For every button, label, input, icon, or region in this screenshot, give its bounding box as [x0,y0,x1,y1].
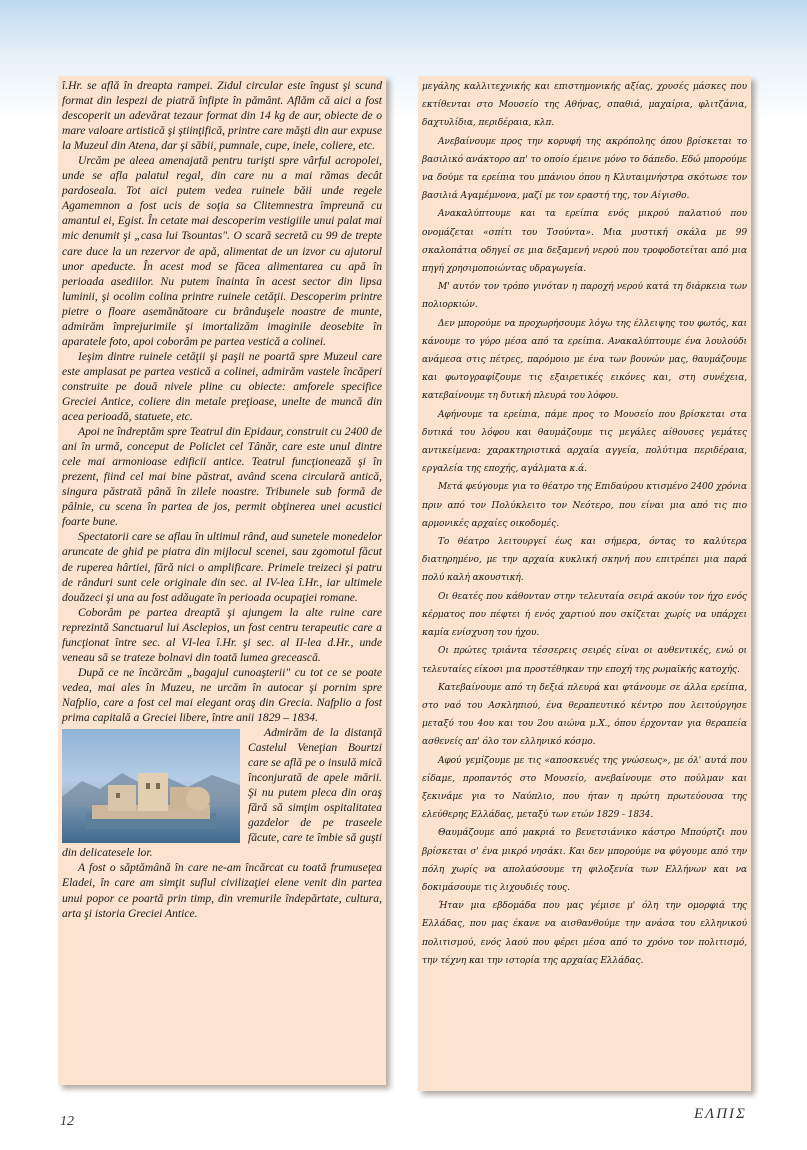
paragraph: A fost o săptămână în care ne-am încărcat cu toată frumuseţea Eladei, în care am simţit suflul civilizaţiei elene venit din partea unui popor ce poartă prin timp, din vremurile îndepărtate, cultura, arta şi istoria Greciei Antice. [62,861,382,920]
paragraph: Το θέατρο λειτουργεί έως και σήμερα, όντας το καλύτερα διατηρημένο, με την αρχαία κυκλική σκηνή που επιτρέπει μια παρά πολύ καλή ακουστική. [422,537,747,584]
paragraph: Apoi ne îndreptăm spre Teatrul din Epidaur, construit cu 2400 de ani în urmă, conceput de Policlet cel Tânăr, care este unul dintre cele mai armonioase edificii antice. Teatrul funcţionează şi în prezent, fiind cel mai bine păstrat, având scena circulară antică, singura păstrată până în zilele noastre. Tribunele sub formă de pâlnie, cu scena în partea de jos, permit obţinerea unei acustici foarte bune. [62,425,382,529]
paragraph: Θαυμάζουμε από μακριά το βενετσιάνικο κάστρο Μπούρτζι που βρίσκεται σ' ένα μικρό νησάκι. Και δεν μπορούμε να φύγουμε από την πόλη χωρίς να απολαύσουμε τη φιλοξενία των Ελλήνων και να δοκιμάσουμε τις λιχουδιές τους. [422,828,747,893]
paragraph: Μετά φεύγουμε για το θέατρο της Επιδαύρου κτισμένο 2400 χρόνια πριν από τον Πολύκλειτο τον Νεότερο, που είναι μια από τις πιο αρμονικές αρχαίες οικοδομές. [422,482,747,529]
paragraph: Urcăm pe aleea amenajată pentru turişti spre vârful acropolei, unde se afla palatul regal, din care nu a mai rămas decât pardoseala. Tot aici putem vedea ruinele băii unde regele Agamemnon a fost ucis de soţia sa Clitemnestra împreună cu amantul ei, Egist. În cetate mai descoperim vestigiile unui palat mai mic denumit şi „casa lui Tsountas". O scară secretă cu 99 de trepte care duce la un rezervor de apă, alimentat de un izvor cu ajutorul unor apeducte. În acest mod se făcea alimentarea cu apă în perioada asediilor. Nu putem înainta în acest sector din lipsa luminii, şi ocolim colina printre ruinele cetăţii. Descoperim printre pietre o floare asemănătoare cu brânduşele noastre de munte, admirăm împrejurimile şi imortalizăm imaginile deosebite în aparatele foto, apoi coborâm pe partea vestică a colinei. [62,154,382,348]
bourtzi-castle-photo [62,729,240,843]
paragraph: î.Hr. se află în dreapta rampei. Zidul circular este îngust şi scund format din lespezi de piatră înfipte în pământ. Aflăm că aici a fost descoperit un adevărat tezaur format din 14 kg de aur, obiecte de o mare valoare artistică şi ştiinţifică, printre care măşti din aur expuse la Muzeul din Atena, dar şi săbii, pumnale, cupe, inele, coliere, etc. [62,79,382,153]
paragraph: Coborâm pe partea dreaptă şi ajungem la alte ruine care reprezintă Sanctuarul lui Asclepios, un fost centru terapeutic care a funcţionat între sec. al VI-lea î.Hr. şi sec. al II-lea d.Hr., unde veneau să se trateze bolnavi din toată lumea grecească. [62,605,382,664]
right-column-greek [418,76,751,1091]
paragraph: După ce ne încărcăm „bagajul cunoaşterii" cu tot ce se poate vedea, mai ales în Muzeu, ne urcăm în autocar şi pornim spre Nafplio, care a fost cel mai elegant oraş din Grecia. Nafplio a fost prima capitală a Greciei libere, între anii 1829 – 1834. [62,665,382,724]
paragraph: Αφήνουμε τα ερείπια, πάμε προς το Μουσείο που βρίσκεται στα δυτικά του λόφου και θαυμάζουμε τις μεγάλες αίθουσες γεμάτες αντικείμενα: χαρακτηριστικά αρχαία αγγεία, πολύτιμα περιδέραια, εργαλεία της εποχής, αγάλματα κ.ά. [422,409,747,475]
publication-name: ΕΛΠΙΣ [694,1106,747,1122]
paragraph: Ήταν μια εβδομάδα που μας γέμισε μ' όλη την ομορφιά της Ελλάδας, που μας έκανε να αισθανθούμε την ανάσα του ελληνικού πολιτισμού, ενός λαού που φέρει μέσα από το χρόνο τον πολιτισμό, την τέχνη και την ιστορία της αρχαίας Ελλάδας. [422,901,747,966]
page-number: 12 [60,1114,74,1129]
paragraph: Δεν μπορούμε να προχωρήσουμε λόγω της έλλειψης του φωτός, και κάνουμε το γύρο μέσα από τα ερείπια. Ανακαλύπτουμε ένα λουλούδι ανάμεσα στις πέτρες, παρόμοιο με ένα των βουνών μας, θαυμάζουμε και φωτογραφίζουμε τις εξαιρετικές εικόνες και, στη συνέχεια, κατεβαίνουμε τη δυτική πλευρά του λόφου. [422,318,747,402]
paragraph: Ieşim dintre ruinele cetăţii şi paşii ne poartă spre Muzeul care este amplasat pe partea vestică a colinei, admirăm vastele încăperi construite pe două nivele pline cu obiecte: amforele specifice Greciei Antice, coliere din metale preţioase, unelte de muncă din acea perioadă, statuete, etc. [62,349,382,424]
paragraph: Ανακαλύπτουμε και τα ερείπια ενός μικρού παλατιού που ονομάζεται «σπίτι του Τσούντα». Μια μυστική σκάλα με 99 σκαλοπάτια οδηγεί σε μια δεξαμενή νερού που τροφοδοτείται από μια πηγή χρησιμοποιώντας υδραγωγεία. [422,209,747,275]
paragraph: Ανεβαίνουμε προς την κορυφή της ακρόπολης όπου βρίσκεται το βασιλικό ανάκτορο απ' το οποίο έμεινε μόνο το δάπεδο. Εδώ μπορούμε να δούμε τα ερείπια του μπάνιου όπου η Κλυταιμνήστρα σκότωσε τον βασιλιά Αγαμέμνονα, μαζί με τον εραστή της, τον Αίγισθο. [422,136,747,202]
left-column-romanian [58,76,386,1085]
paragraph: Αφού γεμίζουμε με τις «αποσκευές της γνώσεως», με όλ' αυτά που είδαμε, προπαντός στο Μουσείο, ανεβαίνουμε στο πούλμαν και ξεκινάμε για το Ναύπλιο, που ήταν η πρώτη πρωτεύουσα της ελεύθερης Ελλάδας, μεταξύ των ετών 1829 - 1834. [422,755,747,821]
paragraph: Μ' αυτόν τον τρόπο γινόταν η παροχή νερού κατά τη διάρκεια των πολιορκιών. [422,282,747,311]
paragraph: Spectatorii care se aflau în ultimul rând, aud sunetele monedelor aruncate de ghid pe piatra din mijlocul scenei, sau zgomotul făcut de ruperea hârtiei, fără nici o amplificare. Primele treizeci şi patru de rânduri sunt cele originale din sec. al IV-lea î.Hr., iar ultimele douăzeci şi una au fost adăugate în perioada ocupaţiei romane. [62,530,382,604]
paragraph: Οι θεατές που κάθονταν στην τελευταία σειρά ακούν τον ήχο ενός κέρματος που πέφτει ή ενός χαρτιού που σκίζεται χωρίς να υπάρχει καμία ενίσχυση του ήχου. [422,591,747,639]
castle-shape [86,765,216,829]
paragraph: Κατεβαίνουμε από τη δεξιά πλευρά και φτάνουμε σε άλλα ερείπια, στο ναό του Ασκληπιού, ένα θεραπευτικό κέντρο που λειτούργησε μεταξύ του 4ου και του 2ου αιώνα μ.Χ., όπου έρχονταν για θεραπεία ασθενείς απ' όλο τον ελληνικό κόσμο. [422,682,747,748]
paragraph: μεγάλης καλλιτεχνικής και επιστημονικής αξίας, χρυσές μάσκες που εκτίθενται στο Μουσείο της Αθήνας, σπαθιά, μαχαίρια, φλιτζάνια, δαχτυλίδια, περιδέραια, κλπ. [422,82,747,129]
paragraph: Οι πρώτες τριάντα τέσσερεις σειρές είναι οι αυθεντικές, ενώ οι τελευταίες είκοσι μια προστέθηκαν την εποχή της ρωμαϊκής κατοχής. [422,646,747,675]
paragraph: Admirăm de la distanţă Castelul Veneţian Bourtzi care se află pe o insulă mică înconjurată de apele mării. Şi nu putem pleca din oraş fără să simţim ospitalitatea gazdelor de pe traseele făcute, care te îmbie să guşti din delicatesele lor. [62,726,382,860]
